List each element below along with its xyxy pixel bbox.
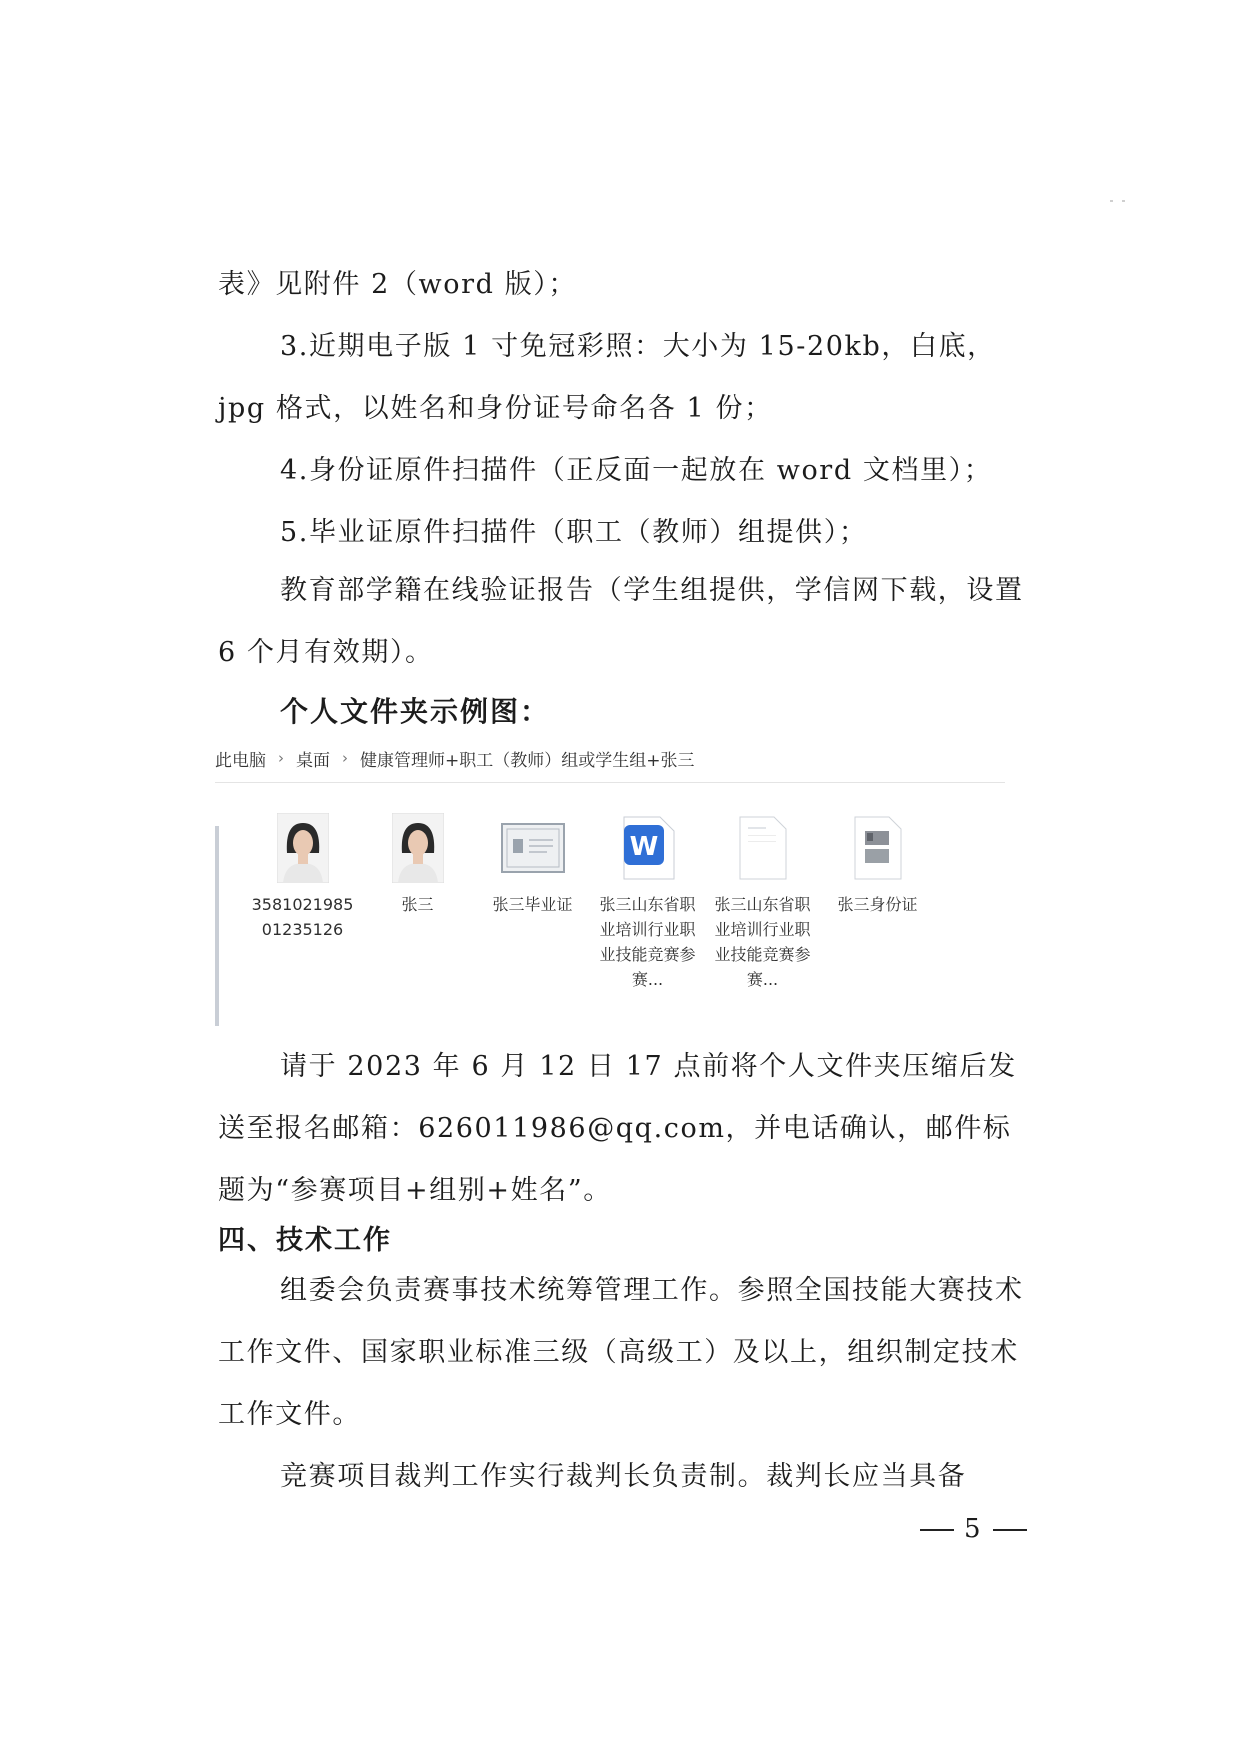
chevron-right-icon: › xyxy=(278,749,284,767)
breadcrumb-item[interactable]: 此电脑 xyxy=(215,750,266,771)
file-name: 张三毕业证 xyxy=(492,895,573,914)
divider xyxy=(215,782,1005,783)
file-name: 张三山东省职业培训行业职业技能竞赛参赛... xyxy=(714,895,811,989)
file-item[interactable] xyxy=(705,812,820,992)
file-item[interactable] xyxy=(820,812,935,992)
body-paragraph: 竞赛项目裁判工作实行裁判长负责制。裁判长应当具备 xyxy=(280,1461,967,1492)
file-list xyxy=(245,812,935,992)
file-explorer-screenshot xyxy=(215,740,1005,1030)
file-name: 张三 xyxy=(401,895,434,914)
portrait-photo-icon xyxy=(386,812,450,884)
body-line: 表》见附件 2（word 版）； xyxy=(218,269,577,300)
page-number xyxy=(910,1514,1037,1544)
body-line: 5.毕业证原件扫描件（职工（教师）组提供）； xyxy=(280,517,868,548)
file-item[interactable] xyxy=(590,812,705,992)
id-card-icon xyxy=(846,812,910,884)
scan-speck xyxy=(1122,200,1125,202)
blank-document-icon xyxy=(731,812,795,884)
chevron-right-icon: › xyxy=(342,749,348,767)
dash xyxy=(920,1529,954,1531)
body-line: 4.身份证原件扫描件（正反面一起放在 word 文档里）； xyxy=(280,455,993,486)
scroll-edge xyxy=(215,826,219,1026)
file-name: 358102198501235126 xyxy=(251,895,354,939)
scan-speck xyxy=(1110,200,1113,202)
certificate-icon xyxy=(501,812,565,884)
breadcrumb-item[interactable]: 桌面 xyxy=(296,750,330,771)
breadcrumb-item[interactable]: 健康管理师+职工（教师）组或学生组+张三 xyxy=(360,750,695,771)
svg-text:W: W xyxy=(629,832,658,862)
section-heading: 四、技术工作 xyxy=(218,1225,392,1256)
file-item[interactable] xyxy=(360,812,475,992)
page-number-value: 5 xyxy=(964,1514,983,1544)
file-name: 张三身份证 xyxy=(837,895,918,914)
example-heading: 个人文件夹示例图： xyxy=(280,695,551,728)
body-paragraph: 教育部学籍在线验证报告（学生组提供，学信网下载，设置 6 个月有效期）。 xyxy=(218,575,1024,668)
word-doc-icon xyxy=(616,812,680,884)
body-line: 3.近期电子版 1 寸免冠彩照：大小为 15-20kb，白底， xyxy=(280,331,996,362)
file-item[interactable] xyxy=(475,812,590,992)
file-name: 张三山东省职业培训行业职业技能竞赛参赛... xyxy=(599,895,696,989)
dash xyxy=(993,1529,1027,1531)
breadcrumb xyxy=(215,740,1005,776)
body-paragraph: 组委会负责赛事技术统筹管理工作。参照全国技能大赛技术工作文件、国家职业标准三级（高级工）及以上，组织制定技术工作文件。 xyxy=(218,1275,1024,1430)
file-item[interactable] xyxy=(245,812,360,992)
body-paragraph: 请于 2023 年 6 月 12 日 17 点前将个人文件夹压缩后发送至报名邮箱：626011986@qq.com，并电话确认，邮件标题为“参赛项目+组别+姓名”。 xyxy=(218,1051,1017,1206)
portrait-photo-icon xyxy=(271,812,335,884)
body-line: jpg 格式，以姓名和身份证号命名各 1 份； xyxy=(218,393,773,424)
